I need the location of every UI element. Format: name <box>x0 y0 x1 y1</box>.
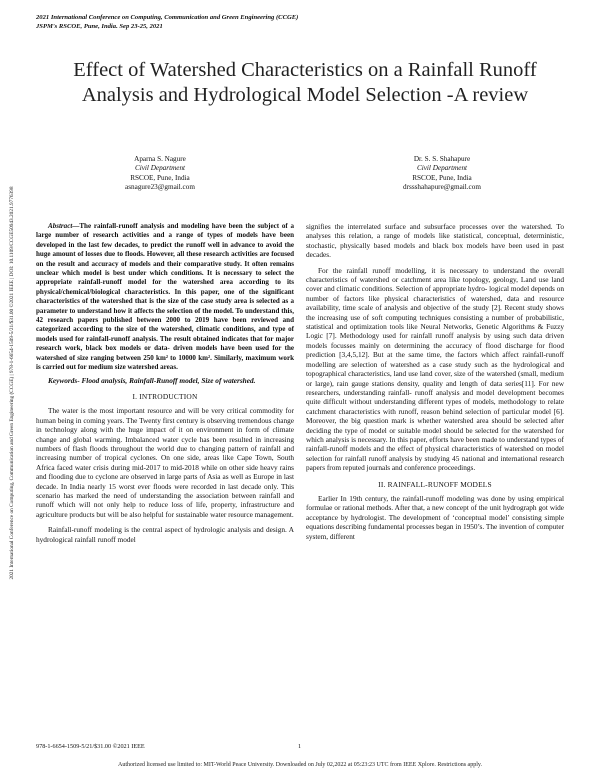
abstract-lead: Abstract <box>48 222 73 230</box>
left-column <box>36 222 294 544</box>
author-block-2 <box>367 155 517 192</box>
body-paragraph: Rainfall-runoff modeling is the central aspect of hydrologic analysis and design. A hydrological rainfall runoff model <box>36 525 294 544</box>
author-email[interactable]: asnagure23@gmail.com <box>125 182 195 191</box>
section-heading-models: II. RAINFALL-RUNOFF MODELS <box>378 479 492 489</box>
author-name: Aparna S. Nagure <box>134 155 186 163</box>
keywords: Keywords- Flood analysis, Rainfall-Runoff model, Size of watershed. <box>48 375 256 385</box>
author-name: Dr. S. S. Shahapure <box>413 155 471 163</box>
paper-title: Effect of Watershed Characteristics on a Rainfall Runoff Analysis and Hydrological Model Selection -A review <box>73 59 537 106</box>
author-email[interactable]: drssshahapure@gmail.com <box>403 182 481 191</box>
right-column <box>306 222 564 541</box>
body-paragraph: signifies the interrelated surface and subsurface processes over the watershed. To analyses this relation, a range of models like statistical, conceptual, deterministic, stochastic, physically based models and black box models have been used in past decades. <box>306 222 564 260</box>
page-number: 1 <box>298 743 302 750</box>
body-paragraph: Earlier In 19th century, the rainfall-runoff modeling was done by using empirical formulae or rational methods. After that, a new concept of the unit hydrograph got wide acceptance by hydrologist. The development of ‘conceptual model’ consisting simple equations describing fundamental processes began in 1950’s. The invention of computer system, different <box>306 493 564 541</box>
abstract <box>36 222 294 373</box>
license-footer: Authorized licensed use limited to: MIT-World Peace University. Downloaded on July 02,2022 at 05:23:23 UTC from IEEE Xplore. Restrictions apply. <box>118 762 482 768</box>
author-affiliation: RSCOE, Pune, India <box>130 173 190 182</box>
conference-venue: JSPM's RSCOE, Pune, India. Sep 23-25, 2021 <box>36 22 163 30</box>
body-paragraph: For the rainfall runoff modelling, it is necessary to understand the overall characteristics of watershed or catchment area like topology, geology, Land use land cover and climatic conditions. Selection of appropriate hydro- logical model depends on number of factors like physical characteristics of watershed, data and resource availability, time scale of analysis and objective of the study [2]. Recent study shows the increasing use of soft computing techniques consisting a number of probabilistic, statistical and optimization tools like Neural Networks, Genetic Algorithms & Fuzzy Logic [7]. Methodology used for rainfall runoff analysis by using such data driven models focusses mainly on determining the accuracy of flood discharge for flood prediction [3,4,5,12]. But at the same time, the factors which affect rainfall-runoff modelling are selection of watershed as a case study such as the hydrological and topographical characteristics, land use land cover, size of the watershed (small, medium or large), rain gauge stations density, quality and length of data series[11]. For new researchers, understanding rainfall- runoff analysis and model development becomes quite difficult without understanding different types of models, methodology to relate catchment characteristics with runoff, reason behind selection of particular model [6]. Moreover, the big question mark is whether watershed area should be selected after deciding the type of model or suitable model should be selected for the watershed for which analysis is necessary. In this paper, efforts have been made to understand types of rainfall-runoff models and the effect of physical characteristics of watershed on model selection for rainfall runoff analysis by studying 45 national and international research papers from reputed journals and conference proceedings. <box>306 265 564 473</box>
author-role: Civil Department <box>134 164 186 173</box>
conference-header <box>36 14 298 31</box>
conference-title: 2021 International Conference on Computing, Communication and Green Engineering (CCGE) <box>36 14 299 21</box>
author-affiliation: RSCOE, Pune, India <box>412 173 472 182</box>
isbn-line: 978-1-6654-1509-5/21/$31.00 ©2021 IEEE <box>36 743 145 750</box>
section-heading-introduction: I. INTRODUCTION <box>132 391 198 401</box>
body-paragraph: The water is the most important resource and will be very critical commodity for human being in coming years. The Twenty first century is observing tremendous change in technology along with the huge impact of it on environment in form of climate change and global warming. Imbalanced water cycle has been resulted in increasing numbers of flash floods throughout the world due to changing pattern of rainfall and increasing number of tropical cyclones. On one side, areas like Cape Town, South Africa faced water crisis during mid-2017 to mid-2018 while on other side heavy rains and flooding due to cyclone are observed in large parts of Asia as well as Europe in last decade. In India nearly 15 worst ever floods were recorded in last decade only. This scenario has marked the need of understanding the association between rainfall and runoff which will not only help to reduce loss of life, property, infrastructure and agriculture products but will be also helpful for sustainable water resource management. <box>36 406 294 519</box>
doi-sidebar: 2021 International Conference on Computing, Communication and Green Engineering (CCGE) | 978-1-6654-1509-5/21/$31.00 ©2021 IEEE | DOI: 10.1109/CCGE50943.2021.9776398 <box>9 186 15 580</box>
author-block-1 <box>85 155 235 192</box>
author-role: Civil Department <box>416 164 468 173</box>
abstract-text: —The rainfall-runoff analysis and modeling have been the subject of a large number of research activities and a range of types of models have been developed in the last few decades, to predict the runoff well in advance to avoid the huge amount of losses due to floods. However, all these research activities are focused on the result and accuracy of models and their comparative study. It often remains unclear which model is best under which conditions. It is necessary to select the appropriate rainfall-runoff model for the watershed area according to its physical/chemical/biological characteristics. In this paper, one of the significant characteristics of the watershed that is the size of the case study area is selected as a parameter to understand how it affects the selection of the model. To understand this, 42 research papers published between 2000 to 2019 have been reviewed and categorized according to the size of the watershed, climatic conditions, and type of models used for rainfall-runoff analysis. The result obtained indicates that for major research work, black box models or data- driven models have been used for the watershed of size ranging between 250 km² to 10000 km². Similarly, maximum work is carried out for medium size watershed areas. <box>36 222 294 372</box>
